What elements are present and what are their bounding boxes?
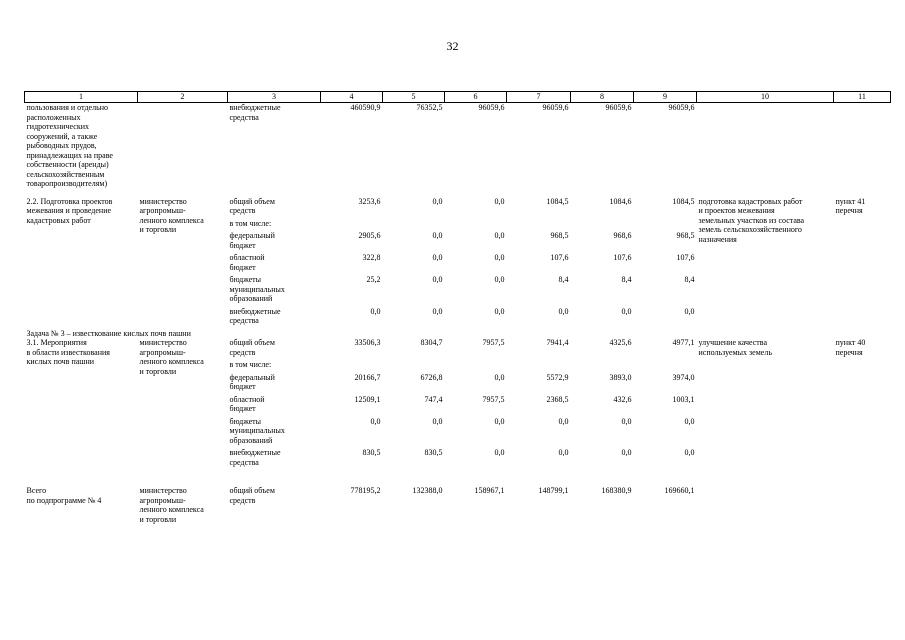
value-cell: 4977,1 bbox=[672, 338, 695, 347]
measure-cell-line: межевания и проведение bbox=[26, 206, 112, 215]
source-cell-line: бюджет bbox=[229, 240, 256, 250]
reference-cell-line: перечня bbox=[835, 206, 863, 215]
result-cell-line: используемых земель bbox=[698, 347, 772, 357]
value-cell: 12509,1 bbox=[354, 394, 381, 404]
value-cell bbox=[321, 360, 383, 373]
executor-cell-line: и торговли bbox=[139, 366, 177, 376]
source-cell-line: образований bbox=[229, 294, 273, 303]
measure-cell-line: сооружений, а также bbox=[26, 131, 98, 141]
executor-cell-line: ленного комплекса bbox=[139, 357, 204, 366]
result-cell-line: улучшение качества bbox=[698, 338, 768, 347]
source-cell bbox=[228, 103, 321, 189]
value-cell: 0,0 bbox=[684, 448, 695, 457]
measure-cell-line: собственности (аренды) bbox=[26, 160, 109, 169]
executor-cell-line: ленного комплекса bbox=[139, 505, 204, 514]
value-cell: 1084,5 bbox=[672, 196, 695, 206]
source-cell-line: федеральный bbox=[229, 231, 275, 240]
measure-cell-line: сельскохозяйственным bbox=[26, 169, 105, 179]
value-cell: 0,0 bbox=[432, 196, 443, 206]
spacer-row bbox=[25, 478, 891, 486]
value-cell: 968,6 bbox=[613, 231, 632, 240]
source-cell-line: средств bbox=[229, 206, 256, 215]
value-cell: 0,0 bbox=[558, 448, 569, 457]
source-cell-line: бюджет bbox=[229, 382, 256, 391]
value-cell: 0,0 bbox=[494, 275, 505, 284]
value-cell: 0,0 bbox=[432, 253, 443, 262]
value-cell: 0,0 bbox=[558, 306, 569, 316]
value-cell: 1084,5 bbox=[546, 196, 569, 206]
executor-cell-line: и торговли bbox=[139, 225, 177, 234]
value-cell: 2905,6 bbox=[358, 231, 381, 240]
source-cell bbox=[228, 373, 321, 395]
value-cell: 0,0 bbox=[432, 275, 443, 284]
value-cell bbox=[383, 360, 445, 373]
source-cell-line: средства bbox=[229, 457, 259, 467]
value-cell: 20166,7 bbox=[354, 372, 381, 382]
value-cell: 1003,1 bbox=[672, 394, 695, 404]
value-cell: 2368,5 bbox=[546, 394, 569, 404]
source-cell-line: бюджет bbox=[229, 404, 256, 413]
source-cell-line: в том числе: bbox=[229, 218, 272, 228]
page-number: 32 bbox=[446, 39, 459, 53]
executor-cell-line: агропромыш- bbox=[139, 347, 186, 357]
source-cell-line: общий объем bbox=[229, 486, 275, 495]
source-cell bbox=[228, 197, 321, 219]
column-header: 1 bbox=[25, 92, 138, 103]
source-cell bbox=[228, 231, 321, 253]
value-cell: 0,0 bbox=[621, 306, 632, 316]
column-header: 7 bbox=[507, 92, 571, 103]
value-cell: 0,0 bbox=[370, 416, 381, 426]
total-row bbox=[25, 486, 891, 524]
value-cell: 322,8 bbox=[362, 253, 381, 262]
value-cell: 107,6 bbox=[550, 253, 569, 262]
source-cell bbox=[228, 486, 321, 524]
value-cell: 25,2 bbox=[366, 275, 381, 284]
value-cell: 5572,9 bbox=[546, 372, 569, 382]
column-header: 2 bbox=[138, 92, 228, 103]
spacer-row bbox=[25, 189, 891, 197]
value-cell bbox=[571, 219, 634, 232]
value-cell bbox=[445, 360, 507, 373]
executor-cell bbox=[138, 486, 228, 524]
value-cell: 1084,6 bbox=[609, 196, 632, 206]
source-cell-line: общий объем bbox=[229, 196, 275, 206]
value-cell bbox=[507, 360, 571, 373]
measure-cell-line: товаропроизводителям) bbox=[26, 179, 108, 188]
result-cell-line: и проектов межевания bbox=[698, 206, 775, 215]
value-cell: 3974,0 bbox=[672, 372, 695, 382]
executor-cell-line: министерство bbox=[139, 196, 187, 206]
result-cell-line: подготовка кадастровых работ bbox=[698, 196, 803, 206]
executor-cell-line: ленного комплекса bbox=[139, 215, 204, 225]
financing-table bbox=[24, 91, 891, 524]
value-cell: 968,5 bbox=[676, 231, 695, 240]
result-cell bbox=[697, 103, 834, 189]
source-cell-line: общий объем bbox=[229, 338, 275, 347]
source-cell-line: областной bbox=[229, 394, 265, 404]
value-cell: 7957,5 bbox=[482, 394, 505, 404]
value-cell: 6726,8 bbox=[420, 372, 443, 382]
value-cell bbox=[634, 219, 697, 232]
source-cell-line: внебюджетные bbox=[229, 103, 281, 112]
measure-cell-line: в области известкования bbox=[26, 347, 110, 357]
column-header: 9 bbox=[634, 92, 697, 103]
reference-cell-line: пункт 41 bbox=[835, 196, 866, 206]
measure-cell bbox=[25, 103, 138, 189]
value-cell: 96059,6 bbox=[668, 103, 695, 112]
column-header: 11 bbox=[834, 92, 891, 103]
task-row bbox=[25, 329, 891, 339]
measure-cell-line: пользования и отдельно bbox=[26, 103, 109, 112]
value-cell: 0,0 bbox=[494, 372, 505, 382]
value-cell: 7957,5 bbox=[482, 338, 505, 347]
source-cell bbox=[228, 219, 321, 232]
value-cell bbox=[383, 219, 445, 232]
source-cell-line: средства bbox=[229, 316, 259, 325]
value-cell: 0,0 bbox=[494, 253, 505, 262]
column-header: 10 bbox=[697, 92, 834, 103]
value-cell: 0,0 bbox=[558, 416, 569, 426]
value-cell bbox=[507, 219, 571, 232]
source-cell bbox=[228, 307, 321, 329]
reference-cell-line: пункт 40 bbox=[835, 338, 866, 347]
value-cell: 968,5 bbox=[550, 231, 569, 240]
reference-cell bbox=[834, 197, 891, 329]
value-cell: 107,6 bbox=[613, 253, 632, 262]
value-cell: 96059,6 bbox=[605, 103, 632, 112]
value-cell: 0,0 bbox=[684, 306, 695, 316]
source-cell-line: средств bbox=[229, 495, 256, 505]
source-cell bbox=[228, 417, 321, 449]
reference-cell bbox=[834, 103, 891, 189]
source-cell-line: бюджет bbox=[229, 262, 256, 272]
measure-cell-line: 3.1. Мероприятия bbox=[26, 338, 87, 347]
value-cell: 432,6 bbox=[613, 394, 632, 404]
measure-cell-line: принадлежащих на праве bbox=[26, 150, 113, 160]
source-cell bbox=[228, 275, 321, 307]
value-cell: 33506,3 bbox=[354, 338, 381, 347]
value-cell: 4325,6 bbox=[609, 338, 632, 347]
value-cell: 830,5 bbox=[424, 448, 443, 457]
total-title-line: по подпрограмме № 4 bbox=[26, 495, 102, 505]
source-cell-line: в том числе: bbox=[229, 360, 272, 369]
value-cell: 8,4 bbox=[684, 275, 695, 284]
value-cell: 0,0 bbox=[494, 196, 505, 206]
table-row bbox=[25, 338, 891, 360]
source-cell-line: областной bbox=[229, 253, 265, 262]
column-header: 3 bbox=[228, 92, 321, 103]
source-cell bbox=[228, 395, 321, 417]
value-cell: 96059,6 bbox=[478, 103, 505, 112]
value-cell: 169660,1 bbox=[664, 486, 695, 495]
value-cell: 0,0 bbox=[432, 231, 443, 240]
value-cell: 778195,2 bbox=[350, 486, 381, 495]
executor-cell-line: и торговли bbox=[139, 514, 177, 524]
result-cell-line: земельных участков из состава bbox=[698, 215, 805, 225]
source-cell bbox=[228, 338, 321, 360]
value-cell: 0,0 bbox=[432, 416, 443, 426]
measure-cell-line: кислых почв пашни bbox=[26, 357, 95, 366]
value-cell bbox=[321, 219, 383, 232]
value-cell: 0,0 bbox=[432, 306, 443, 316]
reference-cell-line: перечня bbox=[835, 347, 863, 357]
executor-cell bbox=[138, 103, 228, 189]
source-cell-line: средств bbox=[229, 347, 256, 357]
result-cell-line: назначения bbox=[698, 234, 737, 244]
column-header: 6 bbox=[445, 92, 507, 103]
value-cell: 8,4 bbox=[621, 275, 632, 284]
source-cell-line: образований bbox=[229, 435, 273, 445]
task-heading: Задача № 3 – известкование кислых почв пашни bbox=[26, 328, 191, 338]
executor-cell bbox=[138, 338, 228, 470]
source-cell bbox=[228, 360, 321, 373]
total-title-line: Всего bbox=[26, 486, 47, 495]
result-cell bbox=[697, 486, 834, 524]
measure-cell-line: рыбоводных прудов, bbox=[26, 141, 97, 150]
value-cell: 0,0 bbox=[494, 448, 505, 457]
table-row bbox=[25, 197, 891, 219]
executor-cell bbox=[138, 197, 228, 329]
value-cell: 8,4 bbox=[558, 275, 569, 284]
source-cell bbox=[228, 253, 321, 275]
value-cell bbox=[634, 360, 697, 373]
value-cell: 0,0 bbox=[621, 416, 632, 426]
source-cell-line: федеральный bbox=[229, 372, 275, 382]
column-header: 4 bbox=[321, 92, 383, 103]
column-header: 5 bbox=[383, 92, 445, 103]
header-row bbox=[25, 92, 891, 103]
reference-cell bbox=[834, 338, 891, 470]
total-title bbox=[25, 486, 138, 524]
source-cell bbox=[228, 448, 321, 470]
value-cell: 0,0 bbox=[494, 231, 505, 240]
source-cell-line: муниципальных bbox=[229, 284, 285, 294]
reference-cell bbox=[834, 486, 891, 524]
value-cell: 107,6 bbox=[676, 253, 695, 262]
spacer bbox=[25, 470, 891, 478]
value-cell: 148799,1 bbox=[538, 486, 569, 495]
value-cell: 168380,9 bbox=[601, 486, 632, 495]
value-cell: 830,5 bbox=[362, 448, 381, 457]
table-row bbox=[25, 103, 891, 189]
executor-cell-line: агропромыш- bbox=[139, 495, 186, 505]
measure-cell bbox=[25, 197, 138, 329]
value-cell: 96059,6 bbox=[542, 103, 569, 112]
measure-cell-line: 2.2. Подготовка проектов bbox=[26, 196, 113, 206]
source-cell-line: бюджеты bbox=[229, 275, 262, 284]
value-cell: 0,0 bbox=[684, 416, 695, 426]
measure-cell-line: гидротехнических bbox=[26, 122, 90, 131]
source-cell-line: внебюджетные bbox=[229, 448, 281, 457]
measure-cell-line: кадастровых работ bbox=[26, 215, 91, 225]
value-cell bbox=[445, 219, 507, 232]
spacer bbox=[25, 478, 891, 486]
value-cell: 747,4 bbox=[424, 394, 443, 404]
value-cell: 158967,1 bbox=[474, 486, 505, 495]
result-cell bbox=[697, 338, 834, 470]
source-cell-line: бюджеты bbox=[229, 416, 262, 426]
column-header: 8 bbox=[571, 92, 634, 103]
spacer bbox=[25, 189, 891, 197]
value-cell: 76352,5 bbox=[416, 103, 443, 112]
source-cell-line: внебюджетные bbox=[229, 306, 281, 316]
source-cell-line: муниципальных bbox=[229, 426, 285, 435]
value-cell: 3253,6 bbox=[358, 196, 381, 206]
value-cell: 0,0 bbox=[370, 306, 381, 316]
result-cell-line: земель сельскохозяйственного bbox=[698, 225, 802, 234]
measure-cell bbox=[25, 338, 138, 470]
value-cell: 132388,0 bbox=[412, 486, 443, 495]
value-cell: 0,0 bbox=[621, 448, 632, 457]
result-cell bbox=[697, 197, 834, 329]
value-cell: 3893,0 bbox=[609, 372, 632, 382]
spacer-row bbox=[25, 470, 891, 478]
value-cell: 0,0 bbox=[494, 306, 505, 316]
value-cell: 8304,7 bbox=[420, 338, 443, 347]
executor-cell-line: министерство bbox=[139, 338, 187, 347]
value-cell: 0,0 bbox=[494, 416, 505, 426]
value-cell: 460590,9 bbox=[350, 103, 381, 112]
executor-cell-line: министерство bbox=[139, 486, 187, 495]
value-cell: 7941,4 bbox=[546, 338, 569, 347]
value-cell bbox=[571, 360, 634, 373]
source-cell-line: средства bbox=[229, 112, 259, 122]
measure-cell-line: расположенных bbox=[26, 112, 81, 122]
executor-cell-line: агропромыш- bbox=[139, 206, 186, 215]
